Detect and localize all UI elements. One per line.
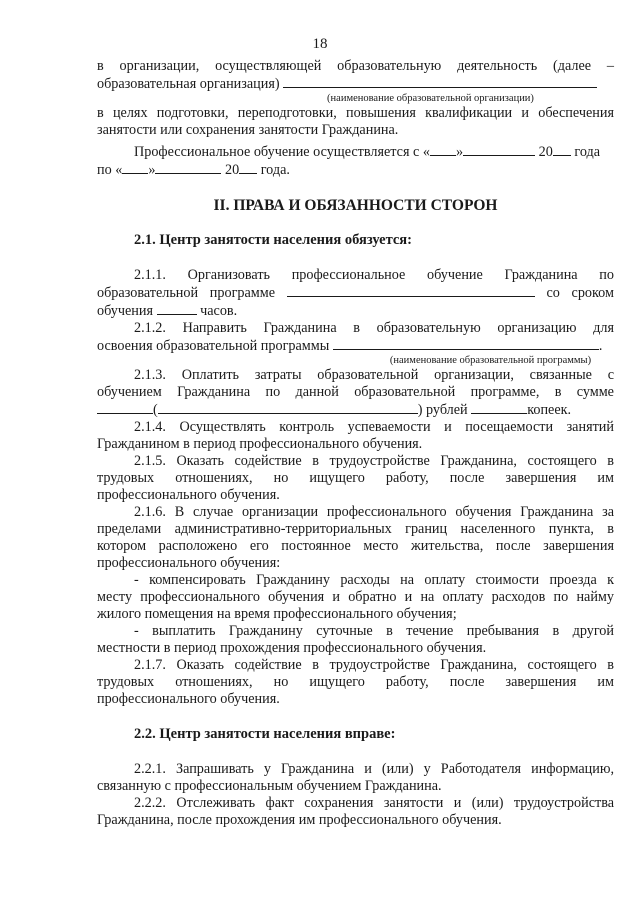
sum-words-field[interactable] [158,401,418,414]
text-line: - выплатить Гражданину суточные в течение пребывания в другой [134,623,614,639]
text-line: Гражданина, после прохождения им профессионального обучения. [97,812,502,828]
text-line: 2.2.2. Отслеживать факт сохранения занятости и (или) трудоустройства [134,795,614,811]
text-line: 2.1.7. Оказать содействие в трудоустройстве Гражданина, состоящего в [134,657,614,673]
text-line: трудовых отношениях, но ищущего работу, после завершения им [97,674,614,690]
end-month-field[interactable] [155,161,221,174]
text-line: связанную с профессиональным обучением Гражданина. [97,778,442,794]
start-day-field[interactable] [430,143,456,156]
text-line: - компенсировать Гражданину расходы на оплату стоимости проезда к [134,572,614,588]
text-line: профессионального обучения. [97,487,280,503]
text-line: Гражданином в период профессионального обучения. [97,436,423,452]
page-content [97,58,614,829]
text-line: котором расположено его постоянное место жительства, после завершения [97,538,614,554]
text-line: 2.1.4. Осуществлять контроль успеваемости и посещаемости занятий [134,419,614,435]
text-line: по « » 20 года. [97,162,290,178]
start-month-field[interactable] [463,143,535,156]
end-year-field[interactable] [239,161,257,174]
text-line: в организации, осуществляющей образовательную деятельность (далее – [97,58,614,74]
text-line: жилого помещения на время профессионального обучения; [97,606,457,622]
text-line: 2.1.5. Оказать содействие в трудоустройстве Гражданина, состоящего в [134,453,614,469]
text-line: обучения часов. [97,303,238,319]
text-line: профессионального обучения: [97,555,281,571]
text-line: Профессиональное обучение осуществляется с « » 20 года [134,144,601,160]
subsection-title: 2.1. Центр занятости населения обязуется: [134,232,412,248]
section-title: II. ПРАВА И ОБЯЗАННОСТИ СТОРОН [213,197,498,214]
end-day-field[interactable] [122,161,148,174]
text-line: обучением Гражданина по данной образовательной программе, в сумме [97,384,614,400]
program-field[interactable] [287,284,535,297]
start-year-field[interactable] [553,143,571,156]
text-line: 2.1.6. В случае организации профессионального обучения Гражданина за [134,504,614,520]
text-line: 2.1.3. Оплатить затраты образовательной организации, связанные с [134,367,614,383]
text-line: образовательной программе со сроком [97,285,614,301]
text-line: 2.1.1. Организовать профессиональное обучение Гражданина по [134,267,614,283]
text-line: пределами административно-территориальных границ населенного пункта, в [97,521,614,537]
text-line: 2.1.2. Направить Гражданина в образовательную организацию для [134,320,614,336]
program-name-field[interactable] [333,337,599,350]
text-line: месту профессионального обучения и обратно и на оплату расходов по найму [97,589,614,605]
sum-digits-field[interactable] [97,401,153,414]
text-line: ( ) рублей копеек. [97,401,614,419]
text-line: занятости или сохранения занятости Гражданина. [97,122,399,138]
text-line: образовательная организация) [97,75,614,93]
field-caption: (наименование образовательной организации) [327,93,534,104]
field-caption: (наименование образовательной программы) [389,355,592,366]
text-line: освоения образовательной программы . [97,338,603,354]
org-name-field[interactable] [283,75,597,88]
subsection-title: 2.2. Центр занятости населения вправе: [134,726,396,742]
text-line: местности в период прохождения профессионального обучения. [97,640,487,656]
text-line: 2.2.1. Запрашивать у Гражданина и (или) у Работодателя информацию, [134,761,614,777]
text-line: профессионального обучения. [97,691,280,707]
kopecks-field[interactable] [471,401,527,414]
hours-field[interactable] [157,302,197,315]
text-line: в целях подготовки, переподготовки, повышения квалификации и обеспечения [97,105,614,121]
text-line: трудовых отношениях, но ищущего работу, после завершения им [97,470,614,486]
page-number: 18 [312,36,328,52]
